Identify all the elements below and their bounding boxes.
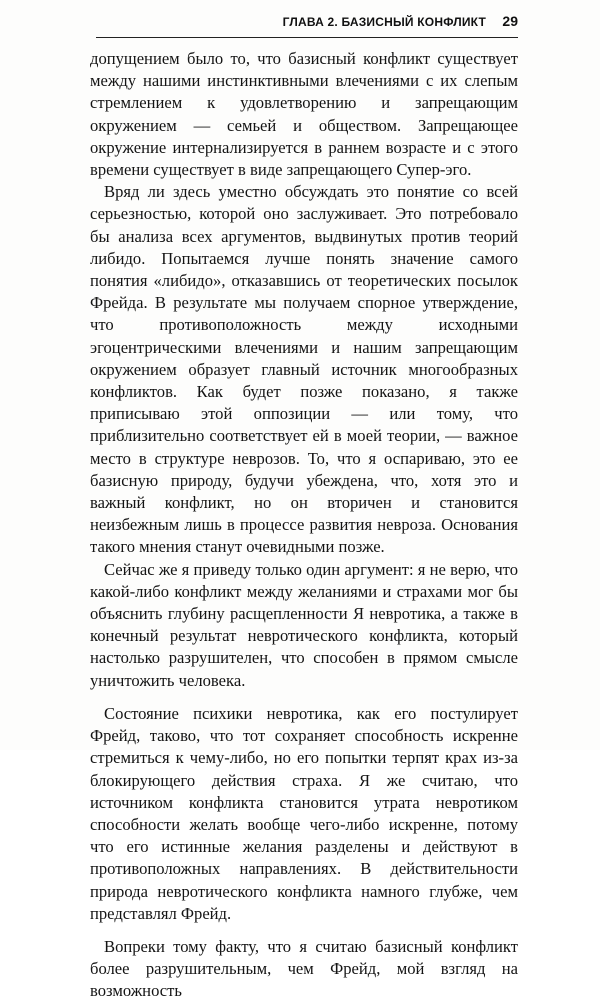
chapter-running-title: ГЛАВА 2. БАЗИСНЫЙ КОНФЛИКТ bbox=[282, 15, 486, 29]
paragraph-1: допущением было то, что базисный конфликт существует между нашими инстинктивными влечениями с их слепым стремлением к удовлетворению и запрещающим окружением — семьей и обществом. Запрещающее окружение интернализируется в раннем возрасте и с этого времени существует в виде запрещающего Супер-эго. bbox=[90, 49, 518, 180]
body-text bbox=[90, 48, 518, 1003]
page-number: 29 bbox=[502, 13, 518, 29]
paragraph-4: Состояние психики невротика, как его постулирует Фрейд, таково, что тот сохраняет способность искренне стремиться к чему-либо, но его попытки терпят крах из-за блокирующего действия страха. Я же считаю, что источником конфликта становится утрата невротиком способности желать вообще чего-либо искренне, потому что его истинные желания разделены и действуют в противоположных направлениях. В действительности природа невротического конфликта намного глубже, чем представлял Фрейд. bbox=[90, 703, 518, 923]
paragraph-2: Вряд ли здесь уместно обсуждать это понятие со всей серьезностью, которой оно заслуживает. Это потребовало бы анализа всех аргументов, выдвинутых против теорий либидо. Попытаемся лучше понять значение самого понятия «либидо», отказавшись от теоретических посылок Фрейда. В результате мы получаем спорное утверждение, что противоположность между исходными эгоцентрическими влечениями и нашим запрещающим окружением образует главный источник многообразных конфликтов. Как будет позже показано, я также приписываю этой оппозиции — или тому, что приблизительно соответствует ей в моей теории, — важное место в структуре неврозов. То, что я оспариваю, это ее базисную природу, будучи убеждена, что, хотя это и важный конфликт, но он вторичен и становится неизбежным лишь в процессе развития невроза. Основания такого мнения станут очевидными позже. bbox=[90, 182, 518, 557]
running-head bbox=[96, 13, 518, 38]
paragraph-3: Сейчас же я приведу только один аргумент: я не верю, что какой-либо конфликт между желаниями и страхами мог бы объяснить глубину расщепленности Я невротика, а также в конечный результат невротического конфликта, который настолько разрушителен, что способен в прямом смысле уничтожить человека. bbox=[90, 559, 518, 690]
paragraph-5: Вопреки тому факту, что я считаю базисный конфликт более разрушительным, чем Фрейд, мой взгляд на возможность bbox=[90, 936, 518, 1001]
